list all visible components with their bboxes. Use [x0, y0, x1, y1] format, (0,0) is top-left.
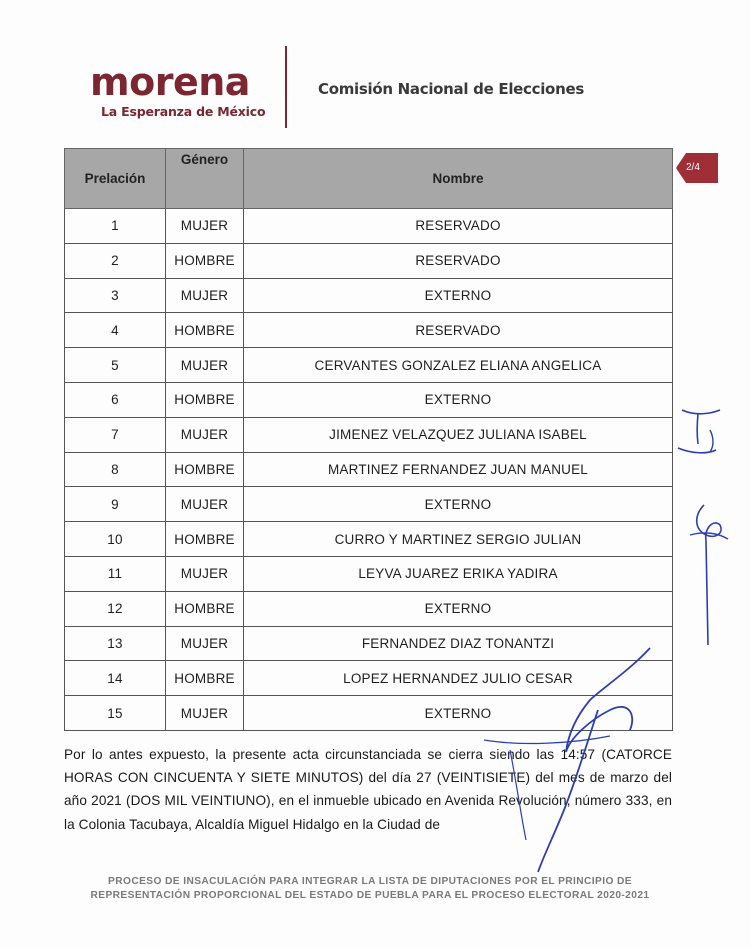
table-row [65, 382, 673, 417]
cell-genero: HOMBRE [166, 661, 244, 696]
cell-genero: HOMBRE [166, 313, 244, 348]
cell-nombre: EXTERNO [244, 591, 673, 626]
table-row [65, 591, 673, 626]
cell-genero: MUJER [166, 417, 244, 452]
cell-genero: MUJER [166, 556, 244, 591]
cell-genero: HOMBRE [166, 382, 244, 417]
cell-prelacion: 8 [65, 452, 166, 487]
document-header [0, 0, 750, 140]
cell-genero: MUJER [166, 626, 244, 661]
table-row [65, 626, 673, 661]
cell-nombre: CURRO Y MARTINEZ SERGIO JULIAN [244, 522, 673, 557]
cell-prelacion: 1 [65, 209, 166, 244]
table-row [65, 487, 673, 522]
cell-nombre: RESERVADO [244, 209, 673, 244]
cell-genero: MUJER [166, 209, 244, 244]
page-number: 2/4 [686, 162, 700, 173]
cell-prelacion: 14 [65, 661, 166, 696]
cell-prelacion: 2 [65, 243, 166, 278]
cell-nombre: LOPEZ HERNANDEZ JULIO CESAR [244, 661, 673, 696]
cell-genero: HOMBRE [166, 591, 244, 626]
table-row [65, 313, 673, 348]
cell-prelacion: 7 [65, 417, 166, 452]
header-nombre: Nombre [244, 149, 673, 209]
cell-nombre: RESERVADO [244, 313, 673, 348]
header-prelacion: Prelación [65, 149, 166, 209]
header-genero: Género [166, 149, 244, 209]
table-row [65, 696, 673, 731]
cell-nombre: EXTERNO [244, 696, 673, 731]
cell-nombre: MARTINEZ FERNANDEZ JUAN MANUEL [244, 452, 673, 487]
cell-nombre: EXTERNO [244, 382, 673, 417]
cell-nombre: LEYVA JUAREZ ERIKA YADIRA [244, 556, 673, 591]
candidates-table [64, 148, 672, 731]
cell-prelacion: 4 [65, 313, 166, 348]
cell-genero: HOMBRE [166, 522, 244, 557]
table-header-row [65, 149, 673, 209]
table-row [65, 522, 673, 557]
cell-nombre: EXTERNO [244, 278, 673, 313]
cell-nombre: FERNANDEZ DIAZ TONANTZI [244, 626, 673, 661]
table-row [65, 452, 673, 487]
cell-prelacion: 6 [65, 382, 166, 417]
table-row [65, 661, 673, 696]
cell-prelacion: 5 [65, 348, 166, 383]
cell-prelacion: 9 [65, 487, 166, 522]
cell-prelacion: 3 [65, 278, 166, 313]
footer-caption: PROCESO DE INSACULACIÓN PARA INTEGRAR LA LISTA DE DIPUTACIONES POR EL PRINCIPIO DE REPRESENTACIÓN PROPORCIONAL DEL ESTADO DE PUEBLA PARA EL PROCESO ELECTORAL 2020-2021 [90, 876, 650, 901]
cell-nombre: RESERVADO [244, 243, 673, 278]
cell-nombre: JIMENEZ VELAZQUEZ JULIANA ISABEL [244, 417, 673, 452]
table-row [65, 556, 673, 591]
cell-prelacion: 11 [65, 556, 166, 591]
cell-genero: MUJER [166, 348, 244, 383]
commission-title: Comisión Nacional de Elecciones [318, 80, 584, 98]
cell-genero: HOMBRE [166, 243, 244, 278]
margin-signature [680, 495, 740, 655]
header-divider [285, 46, 287, 128]
table-row [65, 417, 673, 452]
closing-paragraph: Por lo antes expuesto, la presente acta circunstanciada se cierra siendo las 14:57 (CATORCE HORAS CON CINCUENTA Y SIETE MINUTOS) del día 27 (VEINTISIETE) del mes de marzo del año 2021 (DOS MIL VEINTIUNO), en el inmueble ubicado en Avenida Revolución, número 333, en la Colonia Tacubaya, Alcaldía Miguel Hidalgo en la Ciudad de [64, 747, 672, 832]
margin-initials-signature [670, 400, 740, 480]
cell-genero: MUJER [166, 487, 244, 522]
logo-tagline: La Esperanza de México [101, 104, 266, 119]
table-row [65, 209, 673, 244]
table-row [65, 278, 673, 313]
cell-nombre: EXTERNO [244, 487, 673, 522]
table-row [65, 348, 673, 383]
logo-wordmark: morena [90, 60, 250, 104]
cell-nombre: CERVANTES GONZALEZ ELIANA ANGELICA [244, 348, 673, 383]
cell-genero: HOMBRE [166, 452, 244, 487]
cell-prelacion: 15 [65, 696, 166, 731]
cell-genero: MUJER [166, 278, 244, 313]
table-row [65, 243, 673, 278]
page-number-badge [676, 153, 718, 183]
cell-prelacion: 13 [65, 626, 166, 661]
cell-genero: MUJER [166, 696, 244, 731]
cell-prelacion: 12 [65, 591, 166, 626]
cell-prelacion: 10 [65, 522, 166, 557]
